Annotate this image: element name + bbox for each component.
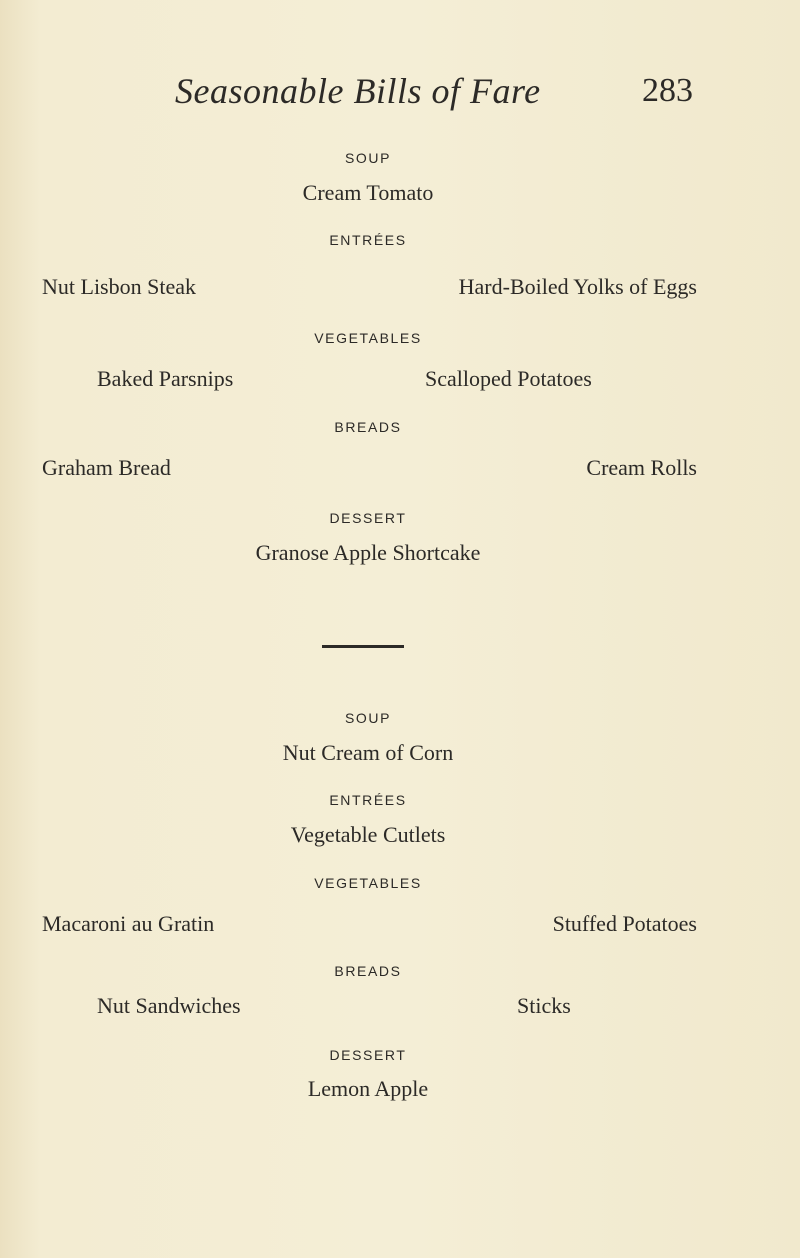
- bread-item-right: Cream Rolls: [586, 455, 697, 480]
- running-title: Seasonable Bills of Fare: [175, 71, 541, 111]
- entree-item-right: Hard-Boiled Yolks of Eggs: [458, 274, 697, 299]
- breads-heading: BREADS: [334, 419, 402, 435]
- soup-heading: SOUP: [344, 710, 392, 726]
- dessert-heading: DESSERT: [329, 510, 407, 526]
- entree-item-left: Nut Lisbon Steak: [42, 274, 196, 299]
- vegetables-heading: VEGETABLES: [314, 330, 422, 346]
- bread-item-left: Graham Bread: [42, 455, 171, 480]
- vegetable-item-left: Macaroni au Gratin: [42, 911, 215, 936]
- vegetable-item-right: Stuffed Potatoes: [552, 911, 697, 936]
- dessert-item: Granose Apple Shortcake: [255, 540, 481, 565]
- section-divider: [322, 645, 404, 648]
- soup-item: Cream Tomato: [302, 180, 434, 205]
- entrees-heading: ENTRÉES: [329, 232, 407, 248]
- entrees-heading: ENTRÉES: [329, 792, 407, 808]
- entree-item: Vegetable Cutlets: [290, 822, 446, 847]
- soup-item: Nut Cream of Corn: [282, 740, 454, 765]
- bread-item-left: Nut Sandwiches: [97, 993, 241, 1018]
- breads-heading: BREADS: [334, 963, 402, 979]
- bread-item-right: Sticks: [517, 993, 571, 1018]
- vegetable-item-right: Scalloped Potatoes: [425, 366, 592, 391]
- soup-heading: SOUP: [344, 150, 392, 166]
- vegetables-heading: VEGETABLES: [314, 875, 422, 891]
- page-number: 283: [642, 72, 693, 109]
- dessert-heading: DESSERT: [329, 1047, 407, 1063]
- vegetable-item-left: Baked Parsnips: [97, 366, 234, 391]
- dessert-item: Lemon Apple: [307, 1076, 429, 1101]
